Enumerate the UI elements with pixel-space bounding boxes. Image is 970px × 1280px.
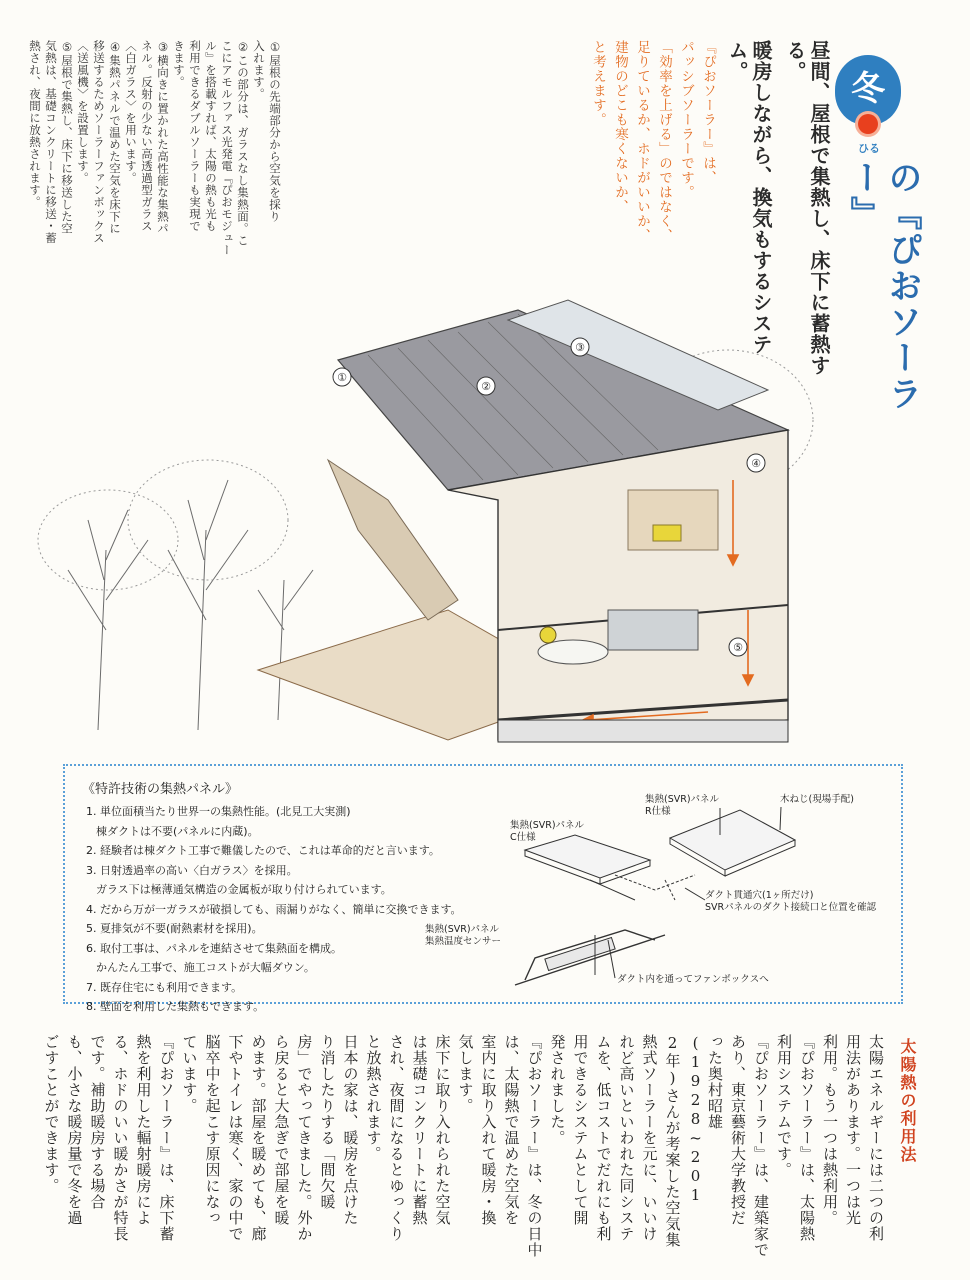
- panel-title: 《特許技術の集熱パネル》: [82, 782, 239, 797]
- body-line: 2年)さんが考案した空気集: [663, 1034, 682, 1248]
- body-line: った奥村昭雄(1928~201: [686, 1034, 724, 1205]
- sun-icon: [858, 114, 878, 134]
- label-duct-1: ダクト貫通穴(1ヶ所だけ): [705, 890, 814, 901]
- body-line: 『ぴおソーラー』は、冬の日中: [525, 1034, 544, 1258]
- note-line: 入れます。: [252, 40, 266, 100]
- note-line: ⑤屋根で集熱し、床下に移送した空: [60, 40, 74, 235]
- dining-table: [538, 640, 608, 664]
- panel-feature-item: 1. 単位面積当たり世界一の集熱性能。(北見工大実測): [86, 805, 351, 818]
- note-line: きます。: [172, 40, 186, 88]
- label-c-1: 集熱(SVR)パネル: [510, 820, 585, 831]
- catch-line: 『ぴおソーラー』は、: [700, 40, 716, 185]
- marker-1: ①: [337, 371, 347, 384]
- headline-line: 暖房しながら、換気もするシステム。: [725, 40, 773, 355]
- body-line: ムを、低コストでだれにも利: [594, 1034, 613, 1242]
- label-r-1: 集熱(SVR)パネル: [645, 794, 720, 805]
- body-line: 用法があります。一つは光: [844, 1034, 862, 1226]
- side-deck: [328, 460, 458, 620]
- body-line: され、夜間になるとゆっくり: [387, 1034, 406, 1242]
- label-sensor-2: 集熱温度センサー: [425, 936, 502, 947]
- body-line: は基礎コンクリートに蓄熱: [410, 1034, 429, 1226]
- body-line: 『ぴおソーラー』は、床下蓄: [157, 1034, 176, 1242]
- note-line: ル』を搭載すれば、太陽の熱も光も: [204, 40, 218, 232]
- body-line: 用できるシステムとして開: [571, 1034, 590, 1226]
- label-r-2: R仕様: [645, 806, 671, 817]
- note-line: こにアモルファス光発電『ぴおモジュー: [220, 40, 234, 256]
- panel-feature-item: 4. だから万が一ガラスが破損しても、雨漏りがなく、簡単に交換できます。: [86, 902, 462, 916]
- page-title: の『ぴおソーラー』: [844, 160, 922, 412]
- note-line: ③横向きに置かれた高性能な集熱パ: [156, 40, 170, 235]
- panel-feature-item: 2. 経験者は棟ダクト工事で難儀したので、これは革命的だと言います。: [86, 844, 440, 857]
- r-panel-shape: [670, 810, 795, 870]
- catch-line: パッシブソーラーです。: [678, 40, 694, 200]
- panel-feature-list: [86, 802, 506, 1017]
- note-line: ②この部分は、ガラスなし集熱面。こ: [236, 40, 250, 247]
- body-line: 利用。もう一つは熱利用。: [821, 1034, 839, 1226]
- numbered-notes: [28, 40, 282, 280]
- body-line: る、ホドのいい暖かさが特長: [111, 1034, 130, 1242]
- body-line: 房」でやってきました。外か: [295, 1034, 314, 1242]
- marker-2: ②: [481, 380, 491, 393]
- body-line: 熱式ソーラーを元に、いいけ: [640, 1034, 659, 1242]
- body-line: ごすことができます。: [42, 1034, 61, 1194]
- body-line: 『ぴおソーラー』は、太陽熱: [798, 1034, 816, 1242]
- house-cross-section-illustration: [28, 300, 818, 750]
- daytime-label: ひる: [858, 142, 880, 155]
- body-line: 気します。: [456, 1034, 475, 1114]
- body-line: です。補助暖房する場合: [88, 1034, 107, 1210]
- catch-line: 足りているか、ホドがいいか、: [634, 40, 650, 243]
- section-heading: 太陽熱の利用法: [898, 1038, 917, 1164]
- body-line: は、太陽熱で温めた空気を: [502, 1034, 521, 1226]
- note-line: 〈白ガラス〉を用います。: [124, 40, 138, 184]
- label-fan: ダクト内を通ってファンボックスへ: [617, 974, 769, 985]
- note-line: 移送するためソーラーファンボックス: [92, 40, 106, 244]
- body-line: 下やトイレは寒く、家の中で: [226, 1034, 245, 1242]
- body-line: と放熱されます。: [364, 1034, 383, 1162]
- note-line: 利用できるダブルソーラーも実現で: [188, 40, 202, 232]
- panel-feature-item: 棟ダクトは不要(パネルに内蔵)。: [96, 824, 259, 838]
- body-line: めます。部屋を暖めても、廊: [249, 1034, 268, 1242]
- panel-feature-item: 5. 夏排気が不要(耐熱素材を採用)。: [86, 922, 263, 935]
- body-line: 『ぴおソーラー』は、建築家で: [752, 1034, 770, 1258]
- panel-feature-item: かんたん工事で、施工コストが大幅ダウン。: [96, 961, 315, 974]
- label-c-2: C仕様: [510, 832, 536, 843]
- note-line: 気熱は、基礎コンクリートに移送・蓄: [44, 40, 58, 244]
- marker-4: ④: [751, 457, 761, 470]
- catch-line: 「効率を上げる」のではなく、: [656, 40, 672, 243]
- marker-5: ⑤: [733, 641, 743, 654]
- c-panel-shape: [525, 835, 650, 878]
- note-line: 〈送風機〉を設置します。: [76, 40, 90, 184]
- note-line: ①屋根の先端部分から空気を採り: [268, 40, 282, 223]
- body-line: ています。: [180, 1034, 199, 1114]
- body-line: 床下に取り入れられた空気: [433, 1034, 452, 1226]
- note-line: 熱され、夜間に放熱されます。: [28, 40, 42, 208]
- marker-3: ③: [575, 341, 585, 354]
- note-line: ④集熱パネルで温めた空気を床下に: [108, 40, 122, 235]
- body-line: 発されました。: [548, 1034, 567, 1146]
- body-line: 室内に取り入れて暖房・換: [479, 1034, 498, 1226]
- catch-copy: [590, 40, 716, 300]
- foundation: [498, 720, 788, 742]
- label-duct-2: SVRパネルのダクト接続口と位置を確認: [705, 902, 877, 913]
- catch-line: 建物のどこも寒くないか、: [612, 40, 628, 214]
- winter-badge: 冬: [835, 55, 901, 125]
- body-line: 日本の家は、暖房を点けた: [341, 1034, 360, 1226]
- body-text: [42, 1034, 885, 1274]
- panel-feature-item: 3. 日射透過率の高い〈白ガラス〉を採用。: [86, 863, 298, 877]
- panel-diagram: [425, 780, 900, 1000]
- yellow-chair: [653, 525, 681, 541]
- body-line: り消したりする「間欠暖: [318, 1034, 337, 1210]
- body-line: も、小さな暖房量で冬を過: [65, 1034, 84, 1226]
- body-line: 太陽エネルギーには二つの利: [867, 1034, 885, 1242]
- body-line: 脳卒中を起こす原因になっ: [203, 1034, 222, 1226]
- panel-feature-item: 6. 取付工事は、パネルを連結させて集熱面を構成。: [86, 941, 342, 955]
- body-line: ら戻ると大急ぎで部屋を暖: [272, 1034, 291, 1226]
- panel-feature-item: ガラス下は極薄通気構造の金属板が取り付けられています。: [96, 883, 392, 896]
- headline-line: 昼間、屋根で集熱し、床下に蓄熱する。: [783, 40, 831, 376]
- body-line: れど高いといわれた同システ: [617, 1034, 636, 1242]
- label-screw: 木ねじ(現場手配): [780, 794, 854, 805]
- body-line: あり、東京藝術大学教授だ: [729, 1034, 747, 1226]
- person-figure: [540, 627, 556, 643]
- body-line: 熱を利用した輻射暖房によ: [134, 1034, 153, 1226]
- label-sensor-1: 集熱(SVR)パネル: [425, 924, 500, 935]
- body-line: 利用システムです。: [775, 1034, 793, 1178]
- note-line: ネル。反射の少ない高透過型ガラス: [140, 40, 154, 232]
- panel-feature-item: 8. 壁面を利用した集熱もできます。: [86, 1000, 265, 1013]
- kitchen-counter: [608, 610, 698, 650]
- catch-line: と考えます。: [590, 40, 606, 127]
- panel-feature-item: 7. 既存住宅にも利用できます。: [86, 980, 243, 994]
